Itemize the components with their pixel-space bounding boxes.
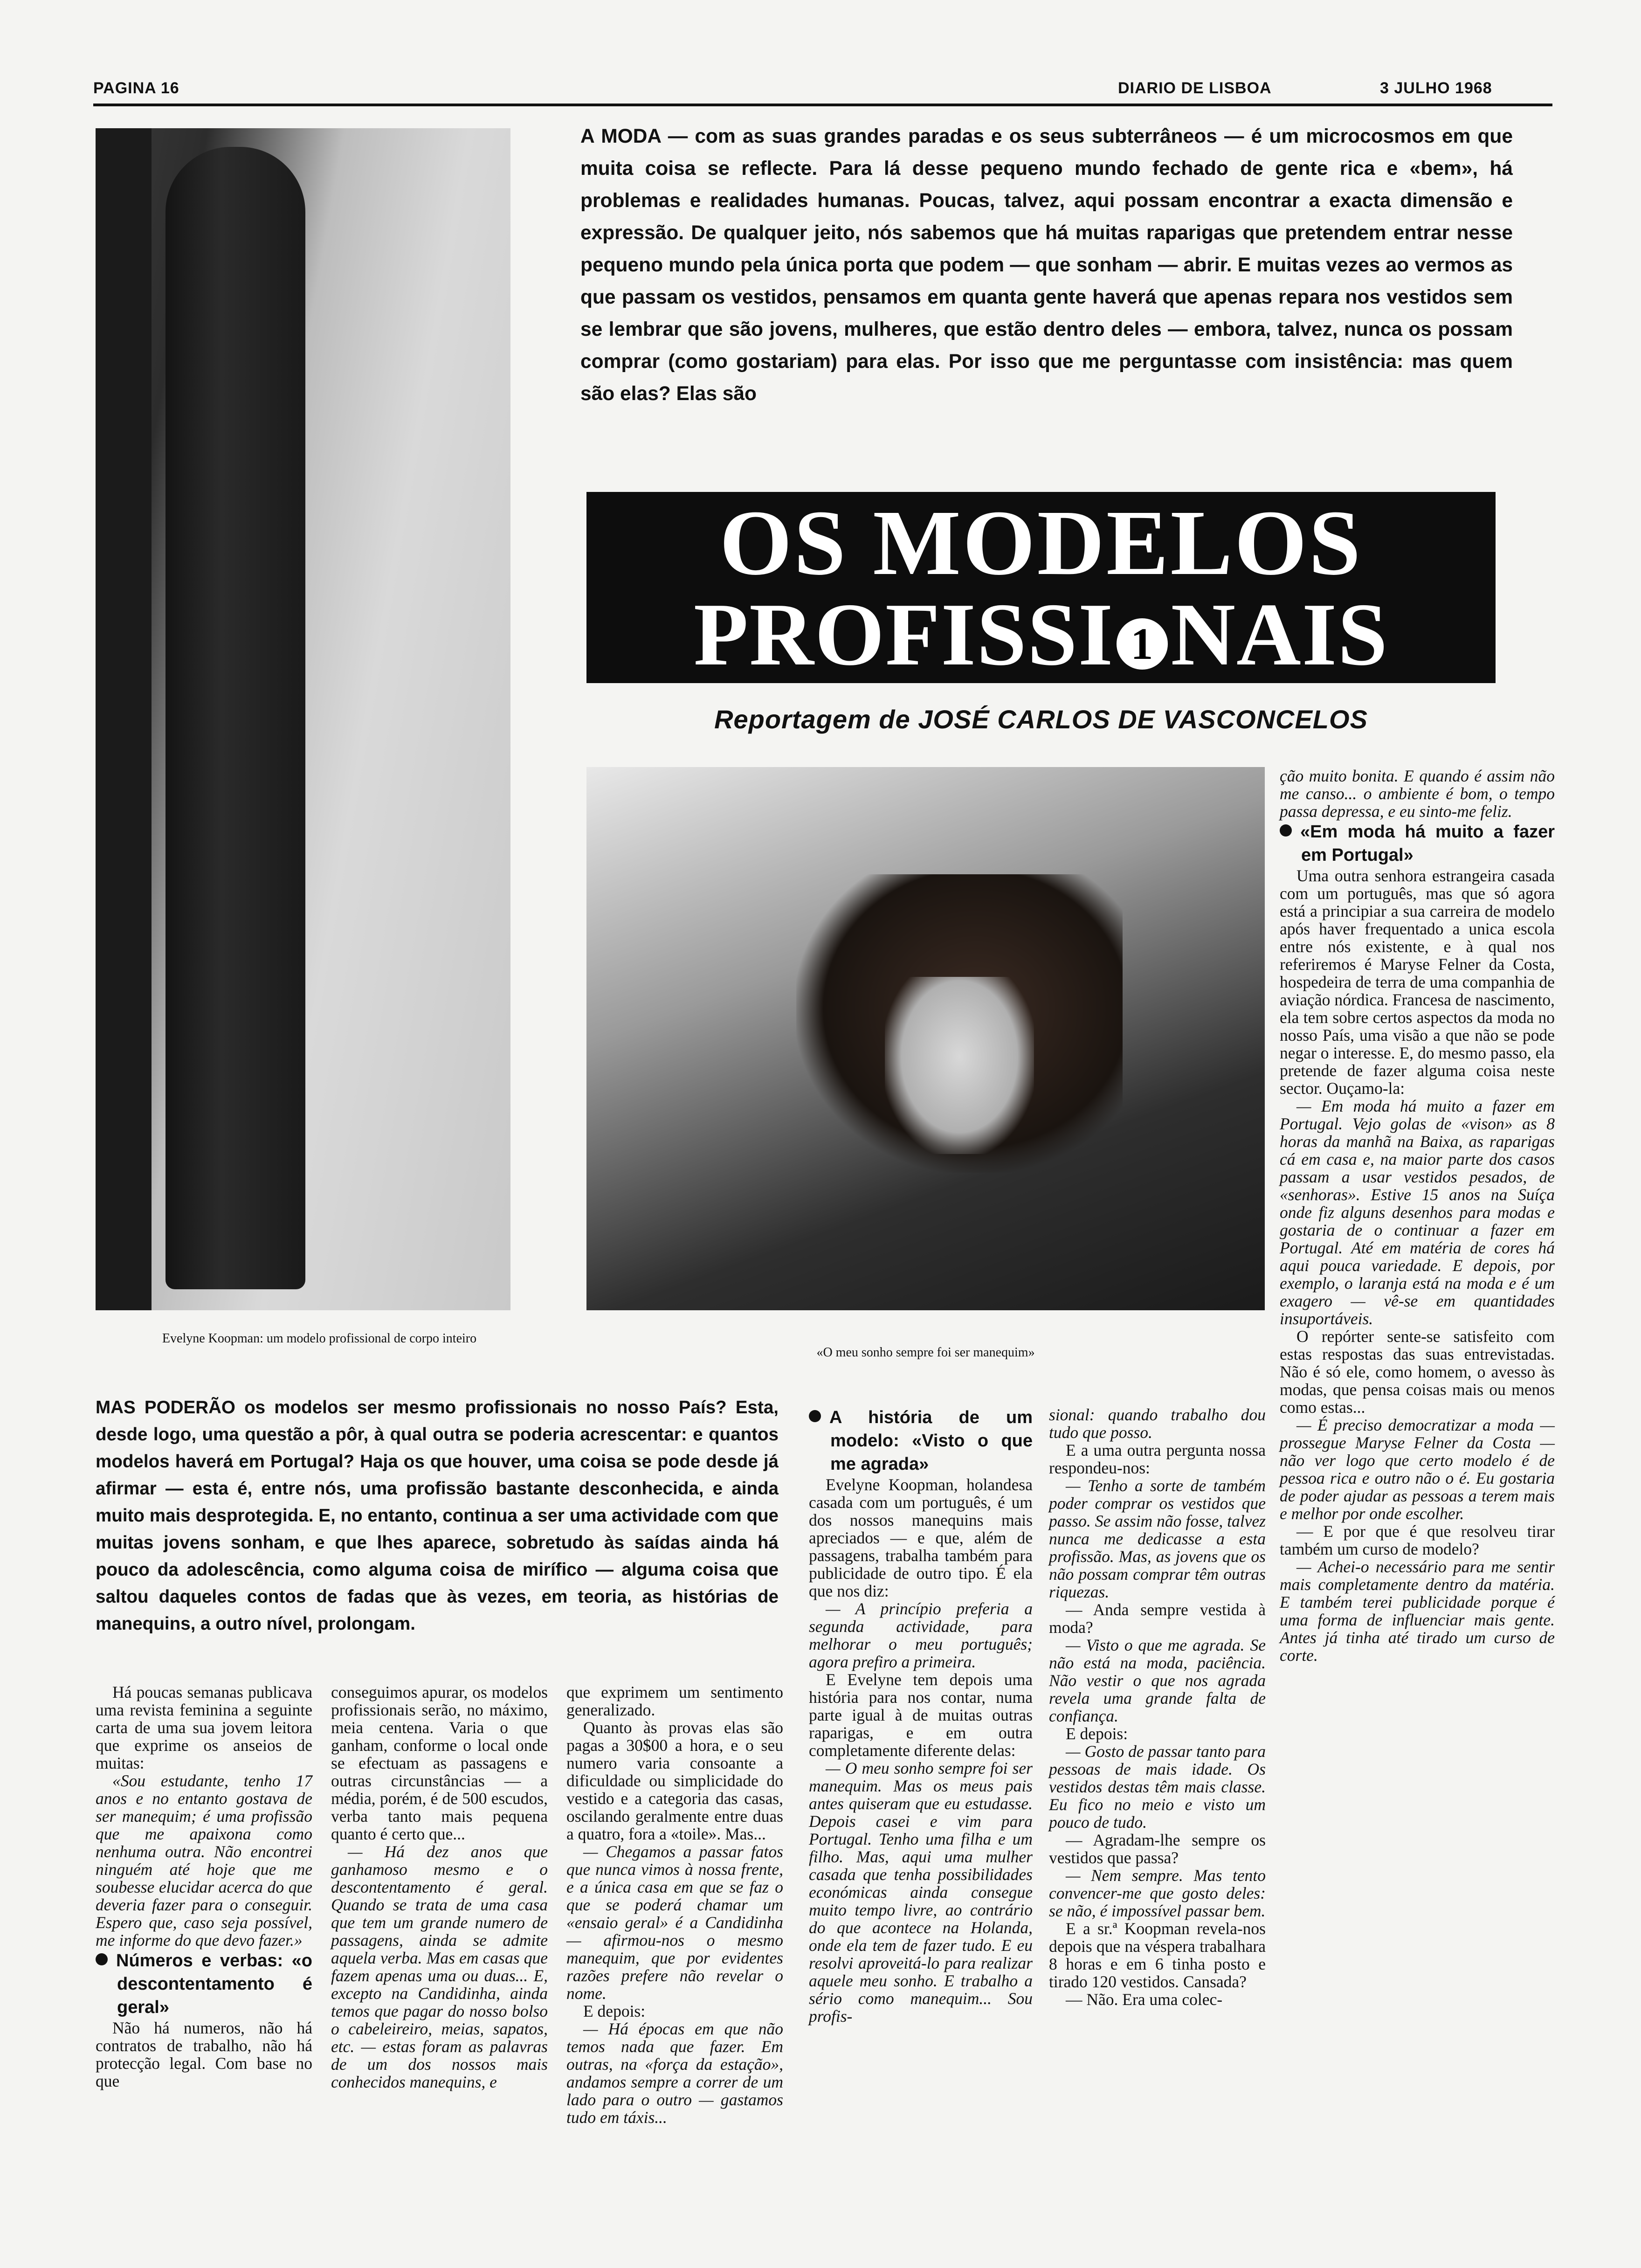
col2-p1: conseguimos apurar, os modelos profissionais serão, no máximo, meia centena. Varia o que ganham, conforme o local onde se efectuam as passagens e outras circunstâncias — a média, porém, é de 500 escudos, verba tanto mais pequena quanto é certo que... xyxy=(331,1683,548,1843)
column-6 xyxy=(1280,767,1555,1664)
photo-figure xyxy=(165,147,305,1289)
col5-p4: — Anda sempre vestida à moda? xyxy=(1049,1600,1266,1637)
bullet-dot-icon xyxy=(96,1953,108,1965)
column-5 xyxy=(1049,1406,1266,2008)
col5-p8: — Agradam-lhe sempre os vestidos que passa? xyxy=(1049,1831,1266,1867)
col6-p6: — E por que é que resolveu tirar também um curso de modelo? xyxy=(1280,1522,1555,1558)
newspaper-name: DIARIO DE LISBOA xyxy=(1118,79,1272,97)
bullet-dot-icon xyxy=(809,1410,821,1422)
headline-line-2b: NAIS xyxy=(1171,585,1389,684)
col4-p3: E Evelyne tem depois uma história para nos contar, numa parte igual à de muitas outras raparigas, e em outra completamente diferente delas: xyxy=(809,1670,1033,1760)
col6-p3: — Em moda há muito a fazer em Portugal. Vejo golas de «vison» as 8 horas da manhã na Baixa, as raparigas cá em casa e, na maior parte dos casos passam a usar vestidos pesados, de «senhoras». Estive 15 anos na Suíça onde fiz alguns desenhos para modas e gostaria de o continuar a fazer em Portugal. Até em matéria de cores há aqui pouca variedade. E depois, por exemplo, o laranja está na moda e é um exagero — vê-se em quantidades insuportáveis. xyxy=(1280,1097,1555,1328)
col3-p5: — Há épocas em que não temos nada que fazer. Em outras, na «força da estação», andamos sempre a correr de um lado para o outro — gastamos tudo em táxis... xyxy=(566,2019,783,2127)
column-4 xyxy=(809,1406,1033,2025)
lead-paragraph: MAS PODERÃO os modelos ser mesmo profissionais no nosso País? Esta, desde logo, uma questão a pôr, à qual outra se poderia acrescentar: e quantos modelos haverá em Portugal? Haja os que houver, uma coisa se pode desde já afirmar — esta é, entre nós, uma profissão bastante desconhecida, e ainda muito mais desprotegida. E, no entanto, continua a ser uma actividade com que muitas jovens sonham, e que lhes aparece, sobretudo às saídas ainda há pouco da adolescência, como alguma coisa de mirífico — alguma coisa que saltou daqueles contos de fadas que às vezes, em teoria, as histórias de manequins, a outro nível, prolongam. xyxy=(96,1397,779,1634)
col5-p6: E depois: xyxy=(1066,1724,1128,1743)
col6-p1: ção muito bonita. E quando é assim não me canso... o ambiente é bom, o tempo passa depressa, e eu sinto-me feliz. xyxy=(1280,767,1555,821)
col6-p4: O repórter sente-se satisfeito com estas respostas das suas entrevistadas. Não é só ele, como homem, o avesso às modas, que pensa coisas mais ou menos como estas... xyxy=(1280,1327,1555,1417)
col4-p1: Evelyne Koopman, holandesa casada com um português, é um dos nossos manequins mais apreciados — e que, além de passagens, trabalha também para publicidade de outro tipo. É ela que nos diz: xyxy=(809,1475,1033,1600)
part-number-badge: 1 xyxy=(1117,618,1168,670)
intro-paragraph: A MODA — com as suas grandes paradas e os seus subterrâneos — é um microcosmos em que muita coisa se reflecte. Para lá desse pequeno mundo fechado de gente rica e «bem», há problemas e realidades humanas. Poucas, talvez, aqui possam encontrar a exacta dimensão e expressão. De qualquer jeito, nós sabemos que há muitas raparigas que pretendem entrar nesse pequeno mundo pela única porta que podem — que sonham — abrir. E muitas vezes ao vermos as que passam os vestidos, pensamos em quanta gente haverá que apenas repara nos vestidos sem se lembrar que são jovens, mulheres, que estão dentro deles — embora, talvez, nunca os possam comprar (como gostariam) para elas. Por isso que me perguntasse com insistência: mas quem são elas? Elas são xyxy=(580,125,1513,405)
photo-model-full-body xyxy=(96,128,510,1310)
col5-p5: — Visto o que me agrada. Se não está na moda, paciência. Não vestir o que nos agrada revela uma grande falta de confiança. xyxy=(1049,1636,1266,1725)
subhead-col4: A história de um modelo: «Visto o que me agrada» xyxy=(809,1406,1033,1476)
col1-p1: Há poucas semanas publicava uma revista feminina a seguinte carta de uma sua jovem leitora que exprime os anseios de muitas: xyxy=(96,1683,312,1772)
photo-model-portrait xyxy=(586,767,1265,1310)
col6-p5: — É preciso democratizar a moda — prossegue Maryse Felner da Costa — não ver logo que certo modelo é de pessoa rica e outro não o é. Eu gostaria de poder ajudar as pessoas a terem mais e melhor por onde escolher. xyxy=(1280,1416,1555,1523)
col5-p1: sional: quando trabalho dou tudo que posso. xyxy=(1049,1405,1266,1442)
col5-p9: — Nem sempre. Mas tento convencer-me que gosto deles: se não, é impossível passar bem. xyxy=(1049,1866,1266,1920)
col4-p2: — A princípio preferia a segunda actividade, para melhorar o meu português; agora prefiro a primeira. xyxy=(809,1599,1033,1671)
col3-p3: — Chegamos a passar fatos que nunca vimos à nossa frente, e a única casa em que se faz o que se poderá chamar um «ensaio geral» é a Candidinha — afirmou-nos o mesmo manequim, que por evidentes razões prefere não revelar o nome. xyxy=(566,1842,783,2003)
photo-face xyxy=(885,977,1034,1154)
column-3 xyxy=(566,1683,783,2126)
col4-p4: — O meu sonho sempre foi ser manequim. Mas os meus pais antes quiseram que eu estudasse. Depois casei e vim para Portugal. Tenho uma filha e um filho. Mas, aqui uma mulher casada que tenha possibilidades económicas ainda consegue muito tempo livre, ao contrário do que acontece na Holanda, onde ela tem de fazer tudo. E eu resolvi aproveitá-lo para realizar aquele meu sonho. E trabalho a sério como manequim... Sou profis- xyxy=(809,1759,1033,2026)
col6-p2: Uma outra senhora estrangeira casada com um português, mas que só agora está a principiar a sua carreira de modelo após haver frequentado a unica escola entre nós existente, e à qual nos referiremos é Maryse Felner da Costa, hospedeira de terra de uma companhia de aviação nórdica. Francesa de nascimento, ela tem sobre certos aspectos da moda no nosso País, uma visão a que não se pode negar o interesse. E, do mesmo passo, ela pretende de fazer alguma coisa neste sector. Ouçamo-la: xyxy=(1280,866,1555,1098)
col3-p2: Quanto às provas elas são pagas a 30$00 a hora, e o seu numero varia consoante a dificuldade ou simplicidade do vestido e a categoria das casas, oscilando geralmente entre duas a quatro, fora a «toile». Mas... xyxy=(566,1718,783,1843)
column-2 xyxy=(331,1683,548,2091)
issue-date: 3 JULHO 1968 xyxy=(1380,79,1492,97)
col3-p1: que exprimem um sentimento generalizado. xyxy=(566,1683,783,1719)
col2-p2: — Há dez anos que ganhamoso mesmo e o descontentamento é geral. Quando se trata de uma casa que tem um grande numero de passagens, ainda se admite aquela verba. Mas em casas que fazem apenas uma ou duas... E, excepto na Candidinha, ainda temos que pagar do nosso bolso o cabeleireiro, meias, sapatos, etc. — estas foram as palavras de um dos nossos mais conhecidos manequins, e xyxy=(331,1842,548,2091)
subhead-col6: «Em moda há muito a fazer em Portugal» xyxy=(1280,820,1555,867)
header-rule xyxy=(93,104,1552,106)
column-1 xyxy=(96,1683,312,2090)
subhead-col1: Números e verbas: «o descontentamento é geral» xyxy=(96,1949,312,2019)
bullet-dot-icon xyxy=(1280,824,1292,837)
page-number: PAGINA 16 xyxy=(93,79,179,97)
col5-p10: E a sr.ª Koopman revela-nos depois que na véspera trabalhara 8 horas e em 6 tinha posto e tirado 120 vestidos. Cansada? xyxy=(1049,1919,1266,1991)
byline: Reportagem de JOSÉ CARLOS DE VASCONCELOS xyxy=(714,705,1368,734)
caption-portrait: «O meu sonho sempre foi ser manequim» xyxy=(816,1345,1035,1360)
col5-p3: — Tenho a sorte de também poder comprar os vestidos que passo. Se assim não fosse, talvez nunca me dedicasse a esta profissão. Mas, as jovens que os não possam comprar têm outras riquezas. xyxy=(1049,1476,1266,1601)
col5-p7: — Gosto de passar tanto para pessoas de mais idade. Os vestidos destas têm mais classe. Eu fico no meio e visto um pouco de tudo. xyxy=(1049,1742,1266,1832)
col5-p2: E a uma outra pergunta nossa respondeu-nos: xyxy=(1049,1441,1266,1477)
col3-p4: E depois: xyxy=(583,2002,646,2020)
col1-p2: «Sou estudante, tenho 17 anos e no entanto gostava de ser manequim; é uma profissão que me apaixona como nenhuma outra. Não encontrei ninguém até hoje que me soubesse elucidar acerca do que deveria fazer para o conseguir. Espero que, caso seja possível, me informe do que devo fazer.» xyxy=(96,1771,312,1950)
headline-line-2a: PROFISSI xyxy=(693,585,1114,684)
headline-banner xyxy=(586,492,1496,683)
col1-p3: Não há numeros, não há contratos de trabalho, não há protecção legal. Com base no que xyxy=(96,2019,312,2090)
photo-post xyxy=(96,128,152,1310)
headline-line-2 xyxy=(586,585,1496,684)
caption-left-photo: Evelyne Koopman: um modelo profissional de corpo inteiro xyxy=(162,1331,477,1346)
col6-p7: — Achei-o necessário para me sentir mais completamente dentro da matéria. E também terei publicidade porque é uma forma de influenciar mais gente. Antes já tinha até tirado um curso de corte. xyxy=(1280,1557,1555,1665)
headline-line-1: OS MODELOS xyxy=(719,491,1363,595)
col5-p11: — Não. Era uma colec- xyxy=(1066,1990,1223,2009)
